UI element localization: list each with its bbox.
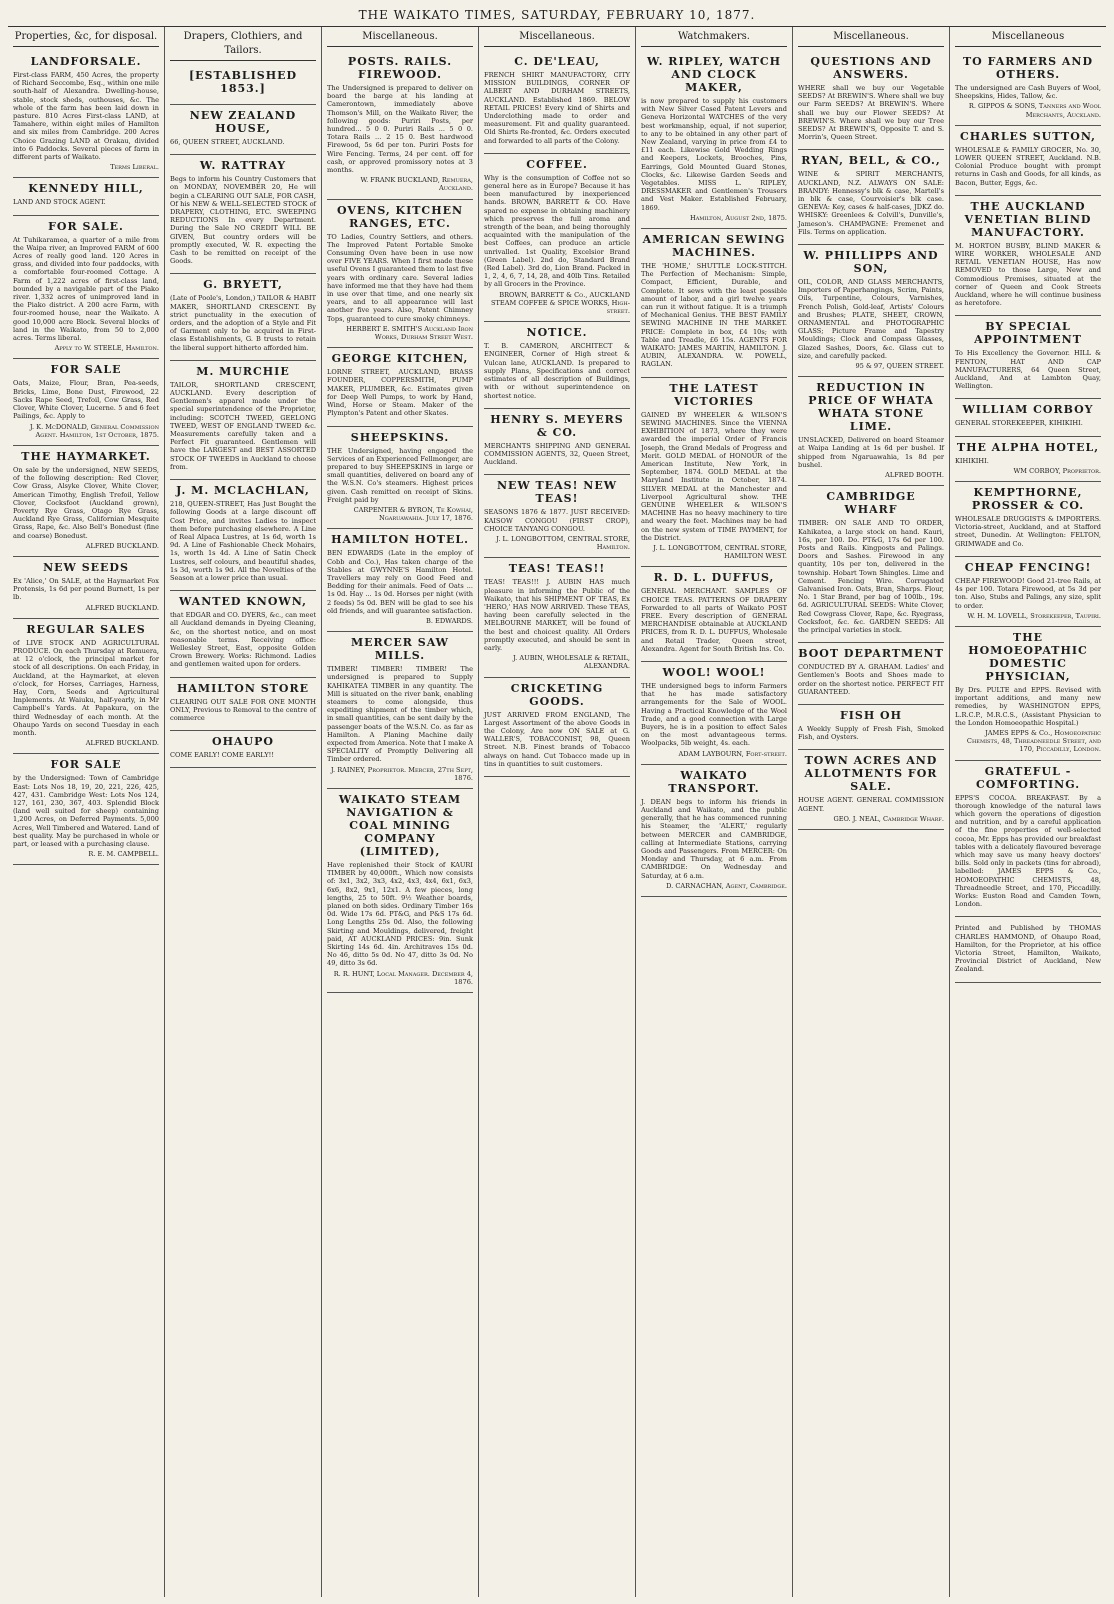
advertisement [955,196,1101,317]
ad-title: THE ALPHA HOTEL, [956,440,1100,454]
ad-body: OIL, COLOR, AND GLASS MERCHANTS, Importers of Paperhangings, Scrim, Paints, Oils, Turpentine, Colours, Varnishes, French Polish, Gold-leaf, Artists' Colours and Brushes; PLATE, SHEET, CROWN, ORNAMENTAL and PHOTOGRAPHIC GLASS; Picture Frame and Tapestry Mouldings; Clock and Compass Glasses, Glazed Sashes, Doors, &c. Glass cut to size, and carefully packed. [798,278,944,360]
ad-body: CONDUCTED BY A. GRAHAM. Ladies' and Gentlemen's Boots and Shoes made to order on the shortest notice. PERFECT FIT GUARANTEED. [798,663,944,696]
column-3 [322,27,479,1597]
ad-title: NEW SEEDS [43,560,129,574]
ad-title: WILLIAM CORBOY [962,403,1094,417]
advertisement [170,361,316,480]
masthead: THE WAIKATO TIMES, SATURDAY, FEBRUARY 10, 1877. [358,8,756,22]
ad-body: SEASONS 1876 & 1877. JUST RECEIVED: KAISOW CONGOU (FIRST CROP), CHOICE TANYANG CONGOU. [484,508,630,533]
ad-title: W. RATTRAY [199,159,287,173]
column-4 [479,27,636,1597]
ad-signature: D. CARNACHAN, Agent, Cambridge. [666,881,787,890]
column-header: Miscellaneous. [327,27,473,47]
ad-body: LAND AND STOCK AGENT. [13,198,106,207]
advertisement [327,200,473,349]
ad-signature: R. R. HUNT, Local Manager. December 4, 1876. [333,969,473,986]
ad-body: UNSLACKED, Delivered on board Steamer at Waipa Landing at 1s 6d per bushel. If shipped from Ngaruawahia, 1s 8d per bushel. [798,436,944,469]
ad-signature: ALFRED BUCKLAND. [85,541,159,550]
ad-body: TO Ladies, Country Settlers, and others. The Improved Patent Portable Smoke Consuming Oven have been in use now over FIVE YEARS. When I first made these useful Ovens I guaranteed them to last five years with ordinary care. Several ladies have informed me that they have had them in use over that time, and one nearly six years, and to all appearance will last another five years. Also, Patent Chimney Tops, guaranteed to cure smoky chimneys. [327,232,473,323]
ad-body: THE 'HOME,' SHUTTLE LOCK-STITCH. The Perfection of Mechanism: Simple, Compact, Efficient, Durable, and Complete. It sews with the least possible amount of labor, and a girl twelve years can run it without fatigue. It is a triumph of Mechanical Genius. THE BEST FAMILY SEWING MACHINE IN THE MARKET. PRICE: Complete in box, £4 10s; with Table and Treadle, £6 15s. AGENTS FOR WAIKATO: JAMES MARTIN, HAMILTON. J. AUBIN, ALEXANDRA. W. POWELL, RAGLAN. [641,262,787,369]
advertisement [955,482,1101,557]
advertisement [641,662,787,765]
advertisement [327,427,473,530]
advertisement [798,51,944,150]
ad-signature: W. H. M. LOVELL, Storekeeper, Taupiri. [967,611,1101,620]
ad-body: EPPS'S COCOA. BREAKFAST. By a thorough knowledge of the natural laws which govern the operations of digestion and nutrition, and by a careful application of the fine properties of well-selected cocoa, Mr. Epps has provided our breakfast tables with a delicately flavoured beverage which may save us many heavy doctors' bills. Sold only in packets (tins for abroad), labelled: JAMES EPPS & Co., HOMOEOPATHIC CHEMISTS, 48, Threadneedle Street, and 170, Piccadilly. Works: Euston Road and Camden Town, London. [955,793,1101,909]
column-6 [793,27,950,1597]
advertisement [798,750,944,830]
ad-body: At Tuhikaramea, a quarter of a mile from the Waipa river, an Improved FARM of 600 Acres of really good land. 120 Acres in grass, and divided into four paddocks, with a comfortable four-roomed Cottage. A Farm of 1,222 acres of first-class land, bounded by a navigable part of the Piako river. 1,332 acres of unimproved land in the Piako district. A 200 acre Farm, with four-roomed house, near the Waikato. A good 10,000 acre Block. Several blocks of land in the Waikato, from 50 to 2,000 acres. Terms liberal. [13,235,159,343]
ad-title: G. BRYETT, [203,278,283,292]
advertisement [170,274,316,360]
ad-body: Oats, Maize, Flour, Bran, Pea-seeds, Bricks, Lime, Bone Dust, Firewood, 22 Sacks Rape Seed, Trefoil, Cow Grass, Red Clover, White Clover, Lucerne. 5 and 6 feet Pailings, &c. Apply to [13,379,159,421]
ad-signature: HERBERT E. SMITH'S Auckland Iron Works, Durham Street West. [346,324,473,342]
ad-title: COFFEE. [526,157,588,171]
advertisement [798,150,944,245]
ad-signature: R. E. M. CAMPBELL. [88,850,159,859]
column-header: Miscellaneous. [798,27,944,47]
ad-body: BEN EDWARDS (Late in the employ of Cobb and Co.), Has taken charge of the Stables at GWYNNE'S Hamilton Hotel. Travellers may rely on Good Feed and Bedding for their animals. Feed of Oats ... 1s 0d. Hay ... 1s 0d. Horses per night (with 2 feeds) 5s 0d. BEN will be glad to see his old friends, and will guarantee satisfaction. [327,549,473,615]
ad-body: T. B. CAMERON, ARCHITECT & ENGINEER, Corner of High street & Vulcan lane, AUCKLAND. Is prepared to supply Plans, Specifications and correct estimates of all description of Buildings, with or without superintendence on shortest notice. [484,342,630,400]
ad-title: TOWN ACRES AND ALLOTMENTS FOR SALE. [804,754,938,794]
ad-title: FOR SALE [50,363,122,377]
ad-signature: Hamilton, August 2nd, 1875. [689,213,787,222]
advertisement [641,229,787,378]
ad-body: WHOLESALE & FAMILY GROCER, No. 30, LOWER QUEEN STREET, Auckland. N.B. Colonial Produce bought with prompt returns in Cash and Goods, for all kinds, as Bacon, Butter, Eggs, &c. [955,145,1101,187]
advertisement [327,348,473,426]
ad-title: THE AUCKLAND VENETIAN BLIND MANUFACTORY. [964,199,1092,239]
advertisement [798,377,944,486]
ad-signature: Terms Liberal. [110,163,159,172]
ad-body: WHOLESALE DRUGGISTS & IMPORTERS. Victoria-street, Auckland, and at Stafford street, Dunedin. At Wellington: FELTON, GRIMWADE and Co. [955,515,1101,548]
ad-signature: W. FRANK BUCKLAND, Remuera, Auckland. [360,176,473,193]
advertisement [484,475,630,558]
ad-signature: Apply to W. STEELE, Hamilton. [54,344,159,353]
ad-body: (Late of Poole's, London,) TAILOR & HABIT MAKER, SHORTLAND CRESCENT. By strict punctuality in the execution of orders, and the adoption of a Style and Fit of Garment only to be acquired in First-class Establishments, G. B trusts to retain the liberal support hitherto afforded him. [170,294,316,352]
column-header: Miscellaneous [955,27,1101,47]
ad-title: C. DE'LEAU, [514,55,600,68]
advertisement [955,627,1101,761]
ad-title: HAMILTON STORE [177,681,309,695]
ad-title: THE HAYMARKET. [21,449,151,463]
ad-body: FRENCH SHIRT MANUFACTORY, CITY MISSION BUILDINGS, CORNER OF ALBERT AND DURHAM STREETS, AUCKLAND. Established 1869. BELOW RETAIL PRICES! Every kind of Shirts and Underclothing made to order and measurement. Fit and quality guaranteed. Old Shirts Re-fronted, &c. Orders executed and forwarded to all parts of the Colony. [484,71,630,145]
advertisement [13,51,159,178]
ad-title: W. RIPLEY, WATCH AND CLOCK MAKER, [647,55,781,94]
ad-body: Begs to inform his Country Customers that on MONDAY, NOVEMBER 20, He will begin a CLEARING OUT SALE, FOR CASH, Of his NEW & WELL-SELECTED STOCK of DRAPERY, CLOTHING, ETC. SWEEPING REDUCTIONS In every Department. During the Sale NO CREDIT WILL BE GIVEN, But country orders will be promptly executed, W. R. expecting the Cash to be remitted on receipt of the Goods. [170,175,316,266]
ad-signature: ALFRED BOOTH. [885,471,944,480]
advertisement [327,529,473,632]
ad-title: NEW TEAS! NEW TEAS! [496,479,618,506]
column-1 [8,27,165,1597]
advertisement [955,51,1101,126]
advertisement [798,705,944,750]
column-header: Miscellaneous. [484,27,630,47]
ad-title: SHEEPSKINS. [350,430,450,444]
ad-signature: 95 & 97, QUEEN STREET. [855,362,944,371]
ad-body: HOUSE AGENT. GENERAL COMMISSION AGENT. [798,796,944,813]
column-header: Drapers, Clothiers, and Tailors. [170,27,316,61]
advertisement [170,105,316,155]
ad-title: FOR SALE. [48,219,124,233]
ad-signature: J. AUBIN, WHOLESALE & RETAIL, ALEXANDRA. [513,654,630,671]
ad-body: By Drs. PULTE and EPPS. Revised with important additions, and many new remedies, by WASHINGTON EPPS, L.R.C.P., M.R.C.S., (Assistant Physician to the London Homoeopathic Hospital.) [955,685,1101,727]
ad-body: TEAS! TEAS!!! J. AUBIN HAS much pleasure in informing the Public of the Waikato, that his SHIPMENT OF TEAS, Ex 'HERO,' HAS NOW ARRIVED. These TEAS, having been carefully selected in the MELBOURNE MARKET, will be found of the best and choicest quality. All Orders promptly executed, and should be sent in early. [484,578,630,652]
advertisement [798,245,944,377]
ad-signature: ALFRED BUCKLAND. [85,739,159,748]
ad-body: M. HORTON BUSBY, BLIND MAKER & WIRE WORKER, WHOLESALE AND RETAIL VENETIAN HOUSE, Has now REMOVED to those Large, New and Commodious Premises, situated at the corner of Queen and Cook Streets Auckland, where he will continue business as heretofore. [955,241,1101,308]
ad-body: CLEARING OUT SALE FOR ONE MONTH ONLY, Previous to Removal to the centre of commerce [170,697,316,722]
ad-title: GRATEFUL - COMFORTING. [975,764,1081,791]
advertisement [641,765,787,897]
advertisement [327,51,473,200]
advertisement [170,65,316,105]
ad-title: CAMBRIDGE WHARF [826,490,916,517]
ad-body: WHERE shall we buy our Vegetable SEEDS? At BREWIN'S. Where shall we buy our Farm SEEDS? At BREWIN'S. Where shall we buy our Flower SEEDS? At BREWIN'S. Where shall we buy our Tree SEEDS? At BREWIN'S, Opposite T. and S. Morrin's, Queen Street. [798,84,944,142]
ad-body: J. DEAN begs to inform his friends in Auckland and Waikato, and the public generally, that he has commenced running his Steamer, the 'ALERT,' regularly between MERCER and CAMBRIDGE, calling at Intermediate Stations, carrying Goods and Passengers. From MERCER: On Monday and Thursday, at 6 a.m. From CAMBRIDGE: On Wednesday and Saturday, at 6 a.m. [641,797,787,880]
advertisement [170,480,316,591]
ad-body: GENERAL STOREKEEPER, KIHIKIHI. [955,419,1083,428]
advertisement [484,51,630,154]
ad-title: WAIKATO STEAM NAVIGATION & COAL MINING COMPANY (LIMITED), [338,793,462,858]
ad-title: BY SPECIAL APPOINTMENT [974,320,1082,347]
advertisement [484,322,630,408]
ad-title: M. MURCHIE [196,364,290,378]
ad-body: A Weekly Supply of Fresh Fish, Smoked Fish, and Oysters. [798,724,944,742]
advertisement [955,126,1101,196]
ad-title: W. PHILLIPPS AND SON, [803,249,939,276]
ad-body: MERCHANTS SHIPPING AND GENERAL COMMISSION AGENTS, 32, Queen Street, Auckland. [484,441,630,467]
ad-title: FOR SALE [50,758,122,772]
ad-body: To His Excellency the Governor. HILL & FENTON, HAT AND CAP MANUFACTURERS, 64 Queen Street, Auckland, And at Lambton Quay, Wellington. [955,349,1101,391]
ad-signature: B. EDWARDS. [426,616,473,625]
ad-body: The Undersigned is prepared to deliver on board the barge at his landing at Camerontown, immediately above Thomson's Mill, on the Waikato River, the following goods: Puriri Posts, per hundred... 5 0 0. Puriri Rails ... 5 0 0. Totara Rails ... 2 15 0. Best hardwood Firewood, 5s 6d per ton. Puriri Posts for Wire Fencing. Terms, 24 per cent. off for cash, or approved promissory notes at 3 months. [327,84,473,175]
ad-title: HAMILTON HOTEL. [331,533,469,547]
ad-title: QUESTIONS AND ANSWERS. [810,55,932,81]
ad-signature: J. K. McDONALD, General Commission Agent. Hamilton, 1st October, 1875. [29,422,159,439]
advertisement [641,378,787,568]
ad-body: THE undersigned begs to inform Farmers that he has made satisfactory arrangements for the Sale of WOOL. Having a Practical Knowledge of the Wool Trade, and a good connection with Large Buyers, he is in a position to effect Sales on the most advantageous terms. Woolpacks, 5lb weight, 4s. each. [641,681,787,748]
ad-body: GAINED BY WHEELER & WILSON'S SEWING MACHINES. Since the VIENNA EXHIBITION of 1873, where they were awarded the imperial Order of Francis Joseph, the Grand Medals of Progress and Merit. GOLD MEDAL of HONOUR of the American Institute, New York, in September, 1874. GOLD MEDAL at the Maryland Institute in October, 1874. SILVER MEDAL at the Manchester and Liverpool Agricultural show. THE GENUINE WHEELER & WILSON'S MACHINE Has no heavy machinery to tire and weary the feet. Machines may be had on the new system of TIME PAYMENT, for the District. [641,410,787,542]
ad-title: THE LATEST VICTORIES [669,381,759,408]
advertisement [955,761,1101,918]
advertisement [955,437,1101,482]
ad-body: Printed and Published by THOMAS CHARLES HAMMOND, of Ohaupo Road, Hamilton, for the Proprietor, at his office Victoria Street, Hamilton, Waikato, Provincial District of Auckland, New Zealand. [955,924,1101,974]
ad-body: 66, QUEEN STREET, AUCKLAND. [170,138,285,146]
ad-signature: ADAM LAYBOURN, Fort-street. [678,749,787,758]
newspaper-columns [8,26,1106,1597]
ad-title: FISH OH [839,708,903,722]
advertisement [13,619,159,755]
ad-signature: BROWN, BARRETT & Co., AUCKLAND STEAM COFFEE & SPICE WORKS, High-street. [491,290,630,316]
ad-body: TAILOR, SHORTLAND CRESCENT, AUCKLAND. Every description of Gentlemen's apparel made under the special superintendence of the Proprietor, including: SCOTCH TWEED, GEELONG TWEED, WEST OF ENGLAND TWEED &c. Measurements carefully taken and a Perfect Fit guaranteed. Gentlemen will have the LARGEST and BEST ASSORTED STOCK OF TWEEDS in Auckland to choose from. [170,380,316,471]
ad-title: AMERICAN SEWING MACHINES. [642,233,786,260]
advertisement [13,359,159,445]
ad-title: [ESTABLISHED 1853.] [188,69,298,95]
ad-body: Ex 'Alice,' On SALE, at the Haymarket Fox Protensis, 1s 6d per pound Burnett, 1s per lb. [13,576,159,602]
ad-body: JUST ARRIVED FROM ENGLAND, The Largest Assortment of the above Goods in the Colony, Are now ON SALE at G. WALLER'S, TOBACCONIST, 98, Queen Street. N.B. Finest brands of Tobacco always on hand. Cut Tobacco made up in tins in quantities to suit customers. [484,710,630,768]
ad-title: GEORGE KITCHEN, [331,352,469,366]
ad-signature: WM CORBOY, Proprietor. [1013,466,1101,475]
ad-body: Have replenished their Stock of KAURI TIMBER by 40,000ft., Which now consists of: 3x1, 3x2, 3x3, 4x2, 4x3, 4x4, 6x1, 6x3, 6x6, 8x2, 9x1, 12x1. A few pieces, long lengths, 25 to 50ft. 9½ Weather boards, planed on both sides. Ordinary Timber 16s 0d. Wide 17s 6d. PT&G, and P&S 17s 6d. Long Lengths 25s 0d. Also, the following Skirting and Mouldings, delivered, freight paid, AT AUCKLAND PRICES: 9in. Sunk Skirting 14s 6d. 4in. Architraves 15s 0d. No 46, ditto 5s 0d. No 47, ditto 3s 0d. No 49, ditto 3s 6d. [327,861,473,968]
advertisement [170,731,316,768]
ad-title: R. D. L. DUFFUS, [653,571,775,585]
ad-title: WAIKATO TRANSPORT. [668,768,760,795]
ad-title: BOOT DEPARTMENT [798,647,944,661]
ad-body: is now prepared to supply his customers with New Silver Cased Patent Levers and Geneva Horizontal WATCHES of the very best workmanship, equal, if not superior, to any to be obtained in any other part of New Zealand, varying in price from £4 to £11 each. Likewise Gold Wedding Rings and Keepers, Lockets, Brooches, Pins, Earrings, Gold Mounted Guard Stones, Clocks, &c. Likewise Garden Seeds and Vegetables. MISS L. RIPLEY, DRESSMAKER and Gentlemen's Trousers and Vest Maker. Established February, 1869. [641,97,787,212]
advertisement [170,155,316,274]
advertisement [955,557,1101,627]
advertisement [641,51,787,229]
advertisement [170,678,316,732]
ad-title: LANDFORSALE. [30,55,142,68]
advertisement [13,754,159,865]
advertisement [955,316,1101,399]
ad-title: REDUCTION IN PRICE OF WHATA WHATA STONE LIME. [808,381,934,434]
ad-body: by the Undersigned: Town of Cambridge East: Lots Nos 18, 19, 20, 221, 226, 425, 427, 431. Cambridge West: Lots Nos 124, 127, 161, 230, 367, 403. Splendid Block (land well suited for sheep) containing 1,200 Acres, on Deferred Payments. 5,000 Acres, Well Timbered and Watered. Land of best quality. May be purchased in whole or part, or leased with a purchasing clause. [13,774,159,849]
ad-body: WINE & SPIRIT MERCHANTS, AUCKLAND, N.Z. ALWAYS ON SALE: BRANDY: Hennessy's blk & case, Martell's in blk & case, Courvoisier's blk case. GENEVA: Key, cases & half-cases, JDKZ do. WHISKY: Greenlees & Colvill's, Dunville's, Jameson's. CHAMPAGNE: Fremenet and Fils. Terms on application. [798,170,944,236]
ad-title: THE HOMOEOPATHIC DOMESTIC PHYSICIAN, [968,630,1088,683]
advertisement [327,632,473,789]
ad-body: First-class FARM, 450 Acres, the property of Richard Seccombe, Esq., within one mile south-half of Alexandra. Dwelling-house, stable, stock sheds, outhouses, &c. The whole of the farm has been laid down in pasture. 810 Acres First-class LAND, at Tamahere, within eight miles of Hamilton and six miles from Cambridge. 200 Acres Choice Grazing LAND at Orakau, divided into 6 Paddocks. Several pieces of farm in different parts of Waikato. [13,71,159,162]
advertisement [798,486,944,643]
ad-signature: J. RAINEY, Proprietor. Mercer, 27th Sept, 1876. [330,765,473,782]
ad-title: WANTED KNOWN, [179,595,307,609]
column-header: Watchmakers. [641,27,787,47]
column-header: Properties, &c, for disposal. [13,27,159,47]
ad-signature: GEO. J. NEAL, Cambridge Wharf. [833,814,944,823]
ad-title: OHAUPO [212,735,274,749]
ad-title: CRICKETING GOODS. [510,681,604,708]
ad-title: CHEAP FENCING! [964,560,1092,574]
ad-body: CHEAP FIREWOOD! Good 21-tree Rails, at 4s per 100. Totara Firewood, at 5s 3d per ton. Also, Stubs and Palings, any size, split to order. [955,576,1101,610]
advertisement [484,678,630,777]
advertisement [484,558,630,677]
advertisement [798,643,944,705]
ad-body: THE Undersigned, having engaged the Services of an Experienced Fellmonger, are prepared to buy SHEEPSKINS in large or small quantities, delivered on board any of the W.S.N. Co's steamers. Highest prices given. Cash remitted on receipt of Skins. Freight paid by [327,446,473,504]
ad-body: 218, QUEEN-STREET, Has Just Bought the following Goods at a large discount off Cost Price, and invites Ladies to inspect them before purchasing elsewhere. A Line of Real Alpaca Lustres, at 1s 6d, worth 1s 9d. A Line of Fashionable Check Mohairs, 1s, worth 1s 4d. A Line of Satin Check Lustres, self colours, and beautiful shades, 1s 3d, worth 1s 9d. All the Novelties of the Season at a lower price than usual. [170,500,316,582]
ad-body: GENERAL MERCHANT. SAMPLES OF CHOICE TEAS. PATTERNS OF DRAPERY Forwarded to all parts of Waikato POST FREE. Every description of GENERAL MERCHANDISE obtainable at AUCKLAND PRICES, from R. D. L. DUFFUS, Wholesale and Retail Trader, Queen street, Alexandra. Agent for South British Ins. Co. [641,587,787,653]
ad-body: The undersigned are Cash Buyers of Wool, Sheepskins, Hides, Tallow, &c. [955,84,1101,101]
advertisement [13,178,159,215]
ad-body: Why is the consumption of Coffee not so general here as in Europe? Because it has been manufactured by inexperienced hands. BROWN, BARRETT & CO. Have spared no expense in obtaining machinery which preserves the full aroma and strength of the bean, and being thoroughly acquainted with the manipulation of the best Coffees, can produce an article unrivalled. 1st Quality, Excelsior Brand (Green Label). 2nd do, Standard Brand (Red Label). 3rd do, Lion Brand. Packed in 1, 2, 4, 6, 7, 14, 28, and 40lb Tins. Retailed by all Grocers in the Province. [484,173,630,289]
ad-title: POSTS. RAILS. FIREWOOD. [347,55,453,81]
ad-body: On sale by the undersigned, NEW SEEDS, of the following description: Red Clover, Cow Grass, Alsyke Clover, White Clover, American Timothy, English Trefoil, Yellow Clover, Cocksfoot (Auckland grown), Poverty Rye Grass, Otago Rye Grass, Auckland Rye Grass, Californian Mesquite Grass, Rape, &c. Also Bell's Bonedust (fine and coarse) Bonedust. [13,465,159,540]
ad-title: OVENS, KITCHEN RANGES, ETC. [336,203,464,230]
ad-title: J. M. MCLACHLAN, [176,484,310,498]
ad-body: TIMBER: ON SALE AND TO ORDER, Kahikatea, a large stock on hand. Kauri, 16s, per 100. Do. PT&G, 17s 6d per 100. Posts and Rails. Kingposts and Palings. Doors and Sashes. Firewood in any quantity, 10s per ton, delivered in the township. Hobart Town Shingles. Lime and Cement. Fencing Wire. Corrugated Galvanised Iron. Oats, Bran, Sharps. Flour, No. 1 Star Brand, per bag of 100lb., 19s. 6d. AGRICULTURAL SEEDS: White Clover, Red Cowgrass Clover, Rape, &c. Ryegrass, Cocksfoot, &c. &c. GARDEN SEEDS: All the principal varieties in stock. [798,519,944,634]
column-2 [165,27,322,1597]
ad-title: RYAN, BELL, & CO., [801,154,941,168]
advertisement [13,557,159,619]
ad-signature: J. L. LONGBOTTOM, CENTRAL STORE, Hamilton. [496,534,630,552]
ad-title: REGULAR SALES [26,622,146,636]
ad-signature: CARPENTER & BYRON, Te Kowhai, Ngaruawahia. July 17, 1876. [353,505,473,523]
ad-title: KENNEDY HILL, [28,182,144,196]
advertisement [13,216,159,360]
advertisement [955,917,1101,982]
ad-title: HENRY S. MEYERS & CO. [490,412,624,439]
ad-title: MERCER SAW MILLS. [350,636,450,663]
column-7 [950,27,1106,1597]
column-5 [636,27,793,1597]
advertisement [641,567,787,662]
advertisement [955,399,1101,436]
ad-body: of LIVE STOCK AND AGRICULTURAL PRODUCE. On each Thursday at Remuera, at 12 o'clock, the principal market for stock of all descriptions. On each Friday, in Auckland, at the Haymarket, at eleven o'clock, for Horses, Carriages, Harness, Hay, Corn, Seeds and Agricultural Implements. At Waiuku, half-yearly, in Mr Campbell's Yards. At Papakura, on the third Wednesday of each month. At the Ohaupo Yards on second Tuesday in each month. [13,638,159,737]
ad-signature: ALFRED BUCKLAND. [85,603,159,612]
ad-body: KIHIKIHI. [955,456,989,465]
advertisement [170,591,316,677]
ad-body: LORNE STREET, AUCKLAND, BRASS FOUNDER, COPPERSMITH, PUMP MAKER, PLUMBER, &c. Estimates given for Deep Well Pumps, to work by Hand, Wind, Horse or Steam. Maker of the Plympton's Patent and other Skates. [327,368,473,418]
ad-title: WOOL! WOOL! [662,665,766,679]
ad-title: NEW ZEALAND HOUSE, [189,109,297,135]
ad-signature: J. L. LONGBOTTOM, CENTRAL STORE, HAMILTON WEST. [653,543,787,561]
advertisement [327,789,473,993]
ad-title: TEAS! TEAS!! [508,562,606,576]
ad-title: CHARLES SUTTON, [960,129,1096,143]
advertisement [484,154,630,322]
ad-signature: JAMES EPPS & Co., Homoeopathic Chemists, 48, Threadneedle Street, and 170, Piccadilly, London. [966,728,1101,754]
ad-title: KEMPTHORNE, PROSSER & CO. [971,486,1085,513]
ad-signature: R. GIPPOS & SONS, Tanners and Wool Merchants, Auckland. [968,102,1101,119]
ad-body: that EDGAR and CO. DYERS, &c., can meet all Auckland demands in Dyeing Cleaning, &c, on the shortest notice, and on most reasonable terms. Receiving office: Wellesley Street, East, opposite Golden Crown Brewery. Works: Richmond. Ladies and gentlemen waited upon for orders. [170,611,316,669]
ad-title: TO FARMERS AND OTHERS. [962,55,1094,81]
advertisement [484,409,630,476]
ad-body: COME EARLY! COME EARLY!! [170,751,274,760]
advertisement [13,446,159,557]
ad-title: NOTICE. [526,326,588,340]
ad-body: TIMBER! TIMBER! TIMBER! The undersigned is prepared to Supply KAHIKATEA TIMBER in any quantity. The Mill is situated on the river bank, enabling steamers to come alongside, thus expediting shipment of the timber which, in small quantities, can be sent daily by the passenger boats of the W.S.N. Co. as far as Hamilton. A Planing Machine daily expected from America. Note that I make A SPECIALITY of Promptly Delivering all Timber ordered. [327,665,473,764]
